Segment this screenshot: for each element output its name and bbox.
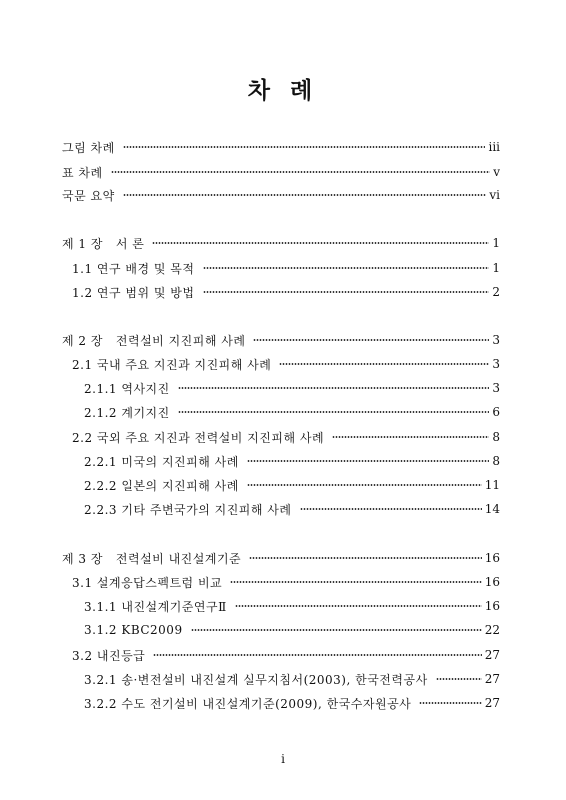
toc-entry-label: 3.1.2 KBC2009 <box>84 623 183 637</box>
toc-entry-label: 2.1.2 계기지진 <box>84 405 170 420</box>
toc-entry-chapter-2[interactable] <box>62 330 500 350</box>
dot-leader <box>153 654 481 656</box>
dot-leader <box>436 678 482 680</box>
footer-page-number: i <box>281 752 285 766</box>
toc-entry-label: 3.2.1 송·변전설비 내진설계 실무지침서(2003), 한국전력공사 <box>84 672 428 687</box>
toc-entry-chapter-3[interactable] <box>62 548 500 568</box>
dot-leader <box>279 363 489 365</box>
toc-entry-label: 1.2 연구 범위 및 방법 <box>72 285 195 300</box>
dot-leader <box>152 242 489 244</box>
toc-entry-label: 3.2.2 수도 전기설비 내진설계기준(2009), 한국수자원공사 <box>84 696 412 711</box>
toc-entry-section-2-2-1[interactable] <box>84 451 500 471</box>
toc-entry-page: 1 <box>492 261 500 275</box>
toc-entry-page: 16 <box>484 575 500 589</box>
toc-entry-figure-list[interactable] <box>62 137 500 157</box>
toc-entry-page: iii <box>488 140 500 154</box>
toc-entry-page: 6 <box>492 405 500 419</box>
toc-entry-section-3-2[interactable] <box>72 645 500 665</box>
toc-entry-page: 8 <box>492 454 500 468</box>
toc-entry-table-list[interactable] <box>62 162 500 182</box>
dot-leader <box>247 484 482 486</box>
toc-entry-page: 3 <box>492 333 500 347</box>
toc-entry-label: 2.1.1 역사지진 <box>84 381 170 396</box>
toc-entry-label: 2.2.3 기타 주변국가의 지진피해 사례 <box>84 502 292 517</box>
dot-leader <box>178 411 490 413</box>
toc-entry-page: 27 <box>484 648 500 662</box>
toc-entry-page: 22 <box>484 623 500 637</box>
dot-leader <box>178 387 490 389</box>
toc-entry-page: 2 <box>492 285 500 299</box>
dot-leader <box>203 291 490 293</box>
toc-entry-section-2-2-3[interactable] <box>84 499 500 519</box>
toc-entry-page: 8 <box>492 430 500 444</box>
toc-entry-page: 27 <box>484 696 500 710</box>
toc-entry-page: 14 <box>484 502 500 516</box>
toc-entry-page: 1 <box>492 236 500 250</box>
toc-entry-section-3-1[interactable] <box>72 572 500 592</box>
toc-entry-section-3-1-1[interactable] <box>84 596 500 616</box>
dot-leader <box>123 146 486 148</box>
toc-entry-label: 국문 요약 <box>62 188 115 203</box>
toc-entry-label: 1.1 연구 배경 및 목적 <box>72 261 195 276</box>
toc-entry-section-1-2[interactable] <box>72 282 500 302</box>
toc-entry-section-2-2-2[interactable] <box>84 475 500 495</box>
toc-entry-section-3-2-1[interactable] <box>84 669 500 689</box>
toc-entry-label: 2.2 국외 주요 지진과 전력설비 지진피해 사례 <box>72 430 325 445</box>
toc-entry-page: 16 <box>484 599 500 613</box>
toc-entry-page: 11 <box>484 478 500 492</box>
toc-entry-section-1-1[interactable] <box>72 258 500 278</box>
toc-entry-section-2-2[interactable] <box>72 427 500 447</box>
dot-leader <box>203 267 490 269</box>
dot-leader <box>230 581 482 583</box>
toc-entry-label: 3.1.1 내진설계기준연구Ⅱ <box>84 599 227 614</box>
toc-entry-label: 2.2.1 미국의 지진피해 사례 <box>84 454 239 469</box>
toc-entry-section-2-1[interactable] <box>72 354 500 374</box>
toc-entry-section-3-2-2[interactable] <box>84 693 500 713</box>
dot-leader <box>123 194 487 196</box>
dot-leader <box>111 171 491 173</box>
toc-entry-page: 16 <box>484 551 500 565</box>
toc-entry-section-2-1-1[interactable] <box>84 378 500 398</box>
toc-entry-label: 2.1 국내 주요 지진과 지진피해 사례 <box>72 357 272 372</box>
toc-entry-page: 3 <box>492 357 500 371</box>
toc-entry-page: v <box>493 165 500 179</box>
toc-entry-page: vi <box>489 188 500 202</box>
dot-leader <box>253 339 489 341</box>
dot-leader <box>191 629 482 631</box>
dot-leader <box>247 460 490 462</box>
page-title: 차 례 <box>247 77 319 104</box>
toc-entry-abstract[interactable] <box>62 185 500 205</box>
dot-leader <box>235 605 482 607</box>
toc-entry-label: 그림 차례 <box>62 140 115 155</box>
toc-entry-page: 27 <box>484 672 500 686</box>
toc-entry-label: 제 3 장 전력설비 내진설계기준 <box>62 551 242 566</box>
toc-entry-page: 3 <box>492 381 500 395</box>
toc-entry-section-2-1-2[interactable] <box>84 402 500 422</box>
dot-leader <box>249 557 482 559</box>
toc-entry-label: 3.2 내진등급 <box>72 648 146 663</box>
toc-entry-chapter-1[interactable] <box>62 233 500 253</box>
toc-entry-label: 제 1 장 서 론 <box>62 236 145 251</box>
toc-entry-label: 제 2 장 전력설비 지진피해 사례 <box>62 333 246 348</box>
toc-entry-section-3-1-2[interactable] <box>84 620 500 640</box>
toc-entry-label: 2.2.2 일본의 지진피해 사례 <box>84 478 239 493</box>
dot-leader <box>332 436 489 438</box>
dot-leader <box>300 508 482 510</box>
dot-leader <box>419 702 481 704</box>
toc-entry-label: 표 차례 <box>62 165 103 180</box>
toc-entry-label: 3.1 설계응답스펙트럼 비교 <box>72 575 223 590</box>
